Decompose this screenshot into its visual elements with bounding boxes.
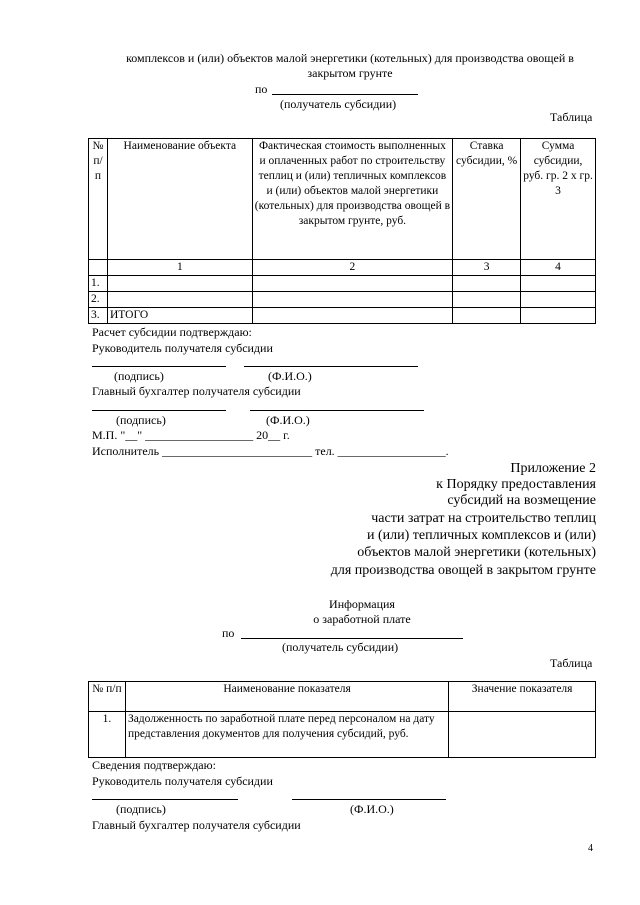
head-of-recipient: Руководитель получателя субсидии	[92, 774, 273, 788]
signature-line[interactable]	[92, 366, 226, 367]
row-num: 2.	[89, 292, 108, 308]
info-subtitle: о заработной плате	[313, 612, 411, 626]
row-name[interactable]	[107, 276, 252, 292]
po-label: по	[222, 626, 235, 640]
appendix-line7: для производства овощей в закрытом грунте	[330, 563, 596, 578]
recipient-caption: (получатель субсидии)	[280, 97, 397, 111]
row-sum[interactable]	[521, 292, 596, 308]
signature-line[interactable]	[92, 799, 238, 800]
table-row	[89, 292, 596, 308]
table-row	[89, 276, 596, 292]
row-indicator-name: Задолженность по заработной плате перед персоналом на дату представления документов для получения субсидий, руб.	[125, 712, 448, 758]
fio-line[interactable]	[244, 366, 418, 367]
table-label: Таблица	[550, 110, 593, 124]
table-label: Таблица	[550, 656, 593, 670]
signature-caption: (подпись)	[114, 369, 164, 383]
colnum-2: 2	[252, 260, 452, 276]
fio-caption: (Ф.И.О.)	[266, 413, 310, 427]
row-rate[interactable]	[453, 276, 521, 292]
colnum-1: 1	[107, 260, 252, 276]
appendix-line1: Приложение 2	[510, 461, 596, 476]
row-num: 3.	[89, 308, 108, 324]
fio-line[interactable]	[250, 410, 424, 411]
colnum-empty	[89, 260, 108, 276]
fio-caption: (Ф.И.О.)	[268, 369, 312, 383]
row-rate[interactable]	[453, 292, 521, 308]
fio-caption: (Ф.И.О.)	[350, 802, 394, 816]
header-indicator-name: Наименование показателя	[125, 682, 448, 712]
chief-accountant: Главный бухгалтер получателя субсидии	[92, 818, 301, 832]
po-label: по	[255, 82, 268, 96]
table-row	[89, 712, 596, 758]
header-indicator-value: Значение показателя	[449, 682, 596, 712]
form-title-line1: комплексов и (или) объектов малой энергетики (котельных) для производства овощей в	[126, 51, 574, 65]
recipient-fill-line[interactable]	[272, 94, 418, 95]
subsidy-table	[88, 138, 596, 324]
colnum-3: 3	[453, 260, 521, 276]
header-subsidy-rate: Ставка субсидии, %	[453, 139, 521, 260]
row-sum[interactable]	[521, 276, 596, 292]
row-cost[interactable]	[252, 276, 452, 292]
header-object-name: Наименование объекта	[107, 139, 252, 260]
signature-line[interactable]	[92, 410, 226, 411]
appendix-line5: и (или) тепличных комплексов и (или)	[367, 528, 596, 543]
recipient-caption: (получатель субсидии)	[282, 640, 399, 654]
table-row	[89, 308, 596, 324]
page-number: 4	[588, 843, 593, 854]
header-num: № п/п	[89, 139, 108, 260]
fio-line[interactable]	[292, 799, 446, 800]
appendix-line4: части затрат на строительство теплиц	[371, 511, 596, 526]
appendix-line3: субсидий на возмещение	[447, 493, 596, 508]
info-title: Информация	[329, 597, 395, 611]
head-of-recipient: Руководитель получателя субсидии	[92, 341, 273, 355]
appendix-line6: объектов малой энергетики (котельных)	[357, 545, 596, 560]
stamp-date-line[interactable]: М.П. "__" __________________ 20__ г.	[92, 428, 290, 442]
row-name: ИТОГО	[107, 308, 252, 324]
executor-line[interactable]: Исполнитель _________________________ тел. __________________.	[92, 444, 449, 458]
confirm-calculation: Расчет субсидии подтверждаю:	[92, 325, 252, 339]
chief-accountant: Главный бухгалтер получателя субсидии	[92, 384, 301, 398]
colnum-4: 4	[521, 260, 596, 276]
signature-caption: (подпись)	[116, 802, 166, 816]
header-actual-cost: Фактическая стоимость выполненных и оплаченных работ по строительству теплиц и (или) тепличных комплексов и (или) объектов малой энергетики (котельных) для производства овощей в закрытом грунте, руб.	[252, 139, 452, 260]
salary-table	[88, 681, 596, 758]
row-name[interactable]	[107, 292, 252, 308]
header-subsidy-sum: Сумма субсидии, руб. гр. 2 х гр. 3	[521, 139, 596, 260]
recipient-fill-line[interactable]	[241, 638, 463, 639]
confirm-info: Сведения подтверждаю:	[92, 758, 216, 772]
row-indicator-value[interactable]	[449, 712, 596, 758]
row-cost[interactable]	[252, 292, 452, 308]
row-cost[interactable]	[252, 308, 452, 324]
form-title-line2: закрытом грунте	[307, 66, 393, 80]
row-rate[interactable]	[453, 308, 521, 324]
signature-caption: (подпись)	[116, 413, 166, 427]
header-num: № п/п	[89, 682, 126, 712]
row-num: 1.	[89, 712, 126, 758]
row-num: 1.	[89, 276, 108, 292]
appendix-line2: к Порядку предоставления	[436, 477, 596, 492]
row-sum[interactable]	[521, 308, 596, 324]
